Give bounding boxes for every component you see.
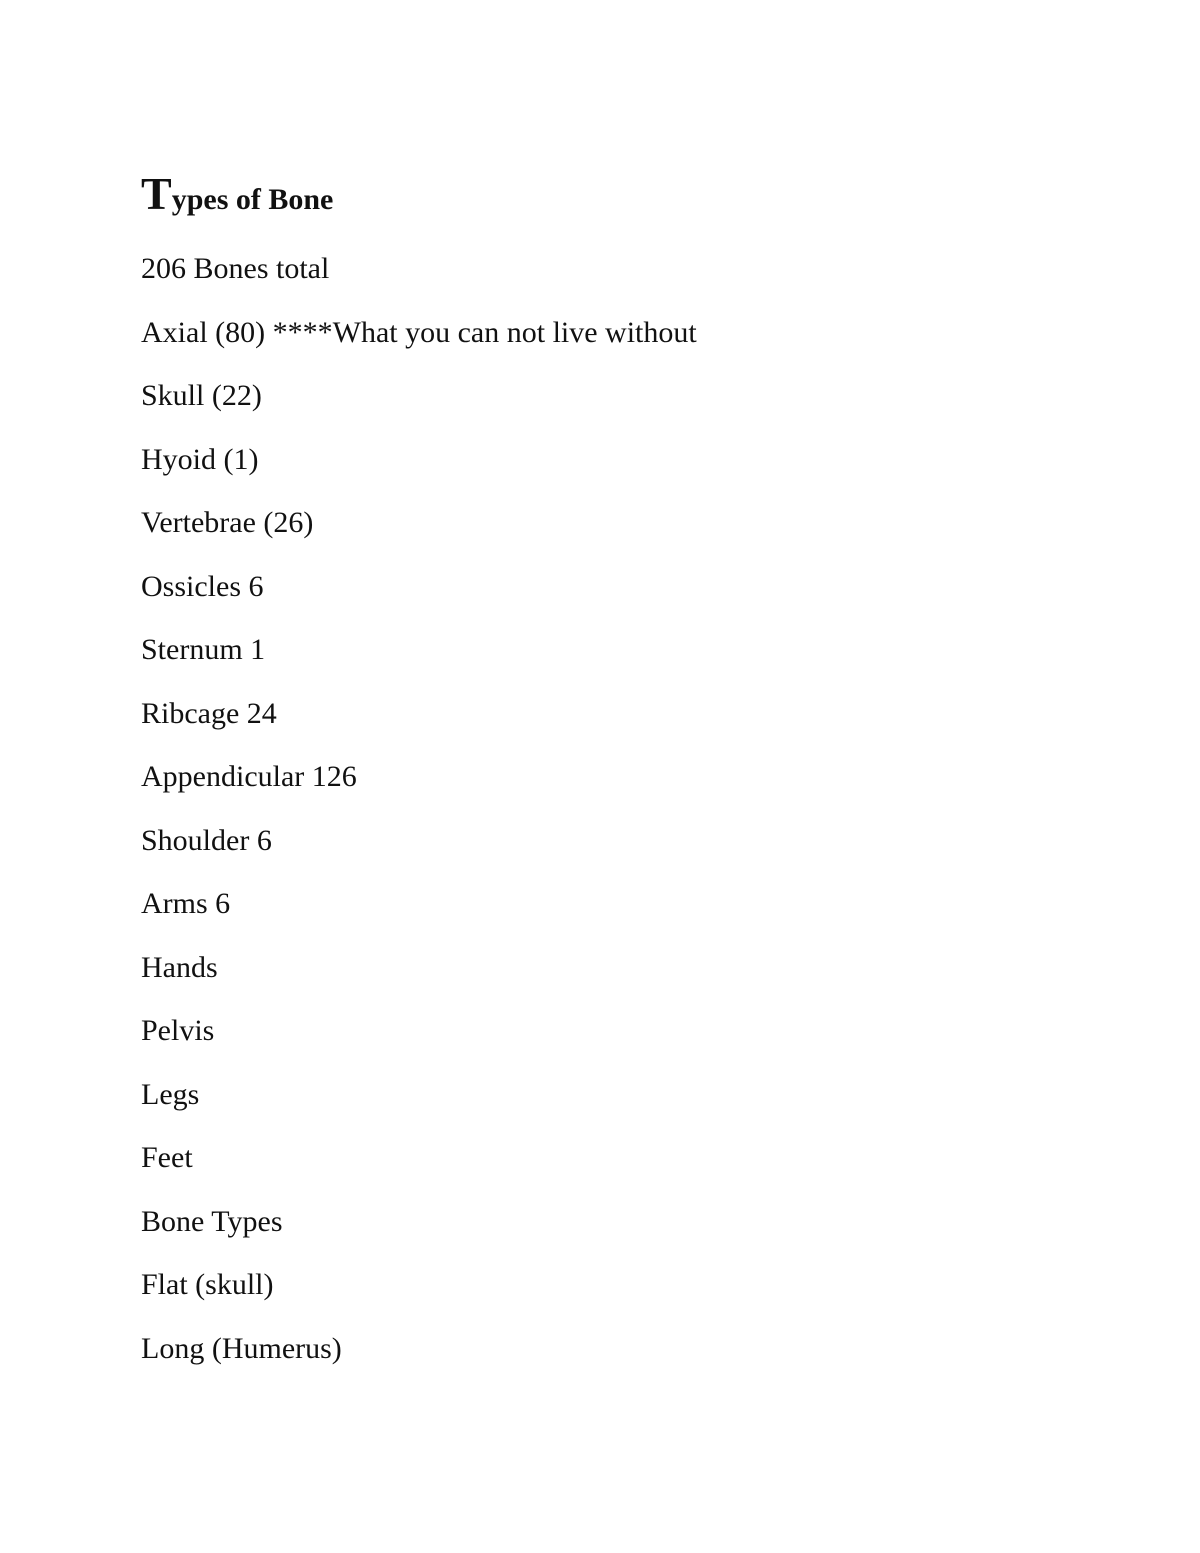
text-line: 206 Bones total (141, 252, 330, 285)
text-line: Flat (skull) (141, 1268, 274, 1301)
text-line: Long (Humerus) (141, 1331, 342, 1365)
document-lines (141, 251, 697, 1394)
text-line: Ossicles 6 (141, 569, 264, 603)
text-line: Appendicular 126 (141, 760, 357, 793)
title-first-letter: T (141, 168, 172, 219)
text-line: Arms 6 (141, 887, 231, 920)
text-line: Hands (141, 950, 218, 984)
text-line: Legs (141, 1077, 200, 1111)
page-title (141, 170, 333, 224)
text-line: Skull (22) (141, 379, 262, 412)
text-line: Sternum 1 (141, 633, 266, 666)
text-line: Vertebrae (26) (141, 506, 314, 539)
title-rest: ypes of Bone (171, 183, 334, 216)
text-line: Shoulder 6 (141, 823, 272, 857)
text-line: Bone Types (141, 1204, 283, 1238)
text-line: Axial (80) ****What you can not live without (141, 315, 697, 349)
text-line: Feet (141, 1141, 193, 1174)
text-line: Hyoid (1) (141, 442, 259, 476)
text-line: Pelvis (141, 1014, 215, 1047)
text-line: Ribcage 24 (141, 696, 277, 730)
